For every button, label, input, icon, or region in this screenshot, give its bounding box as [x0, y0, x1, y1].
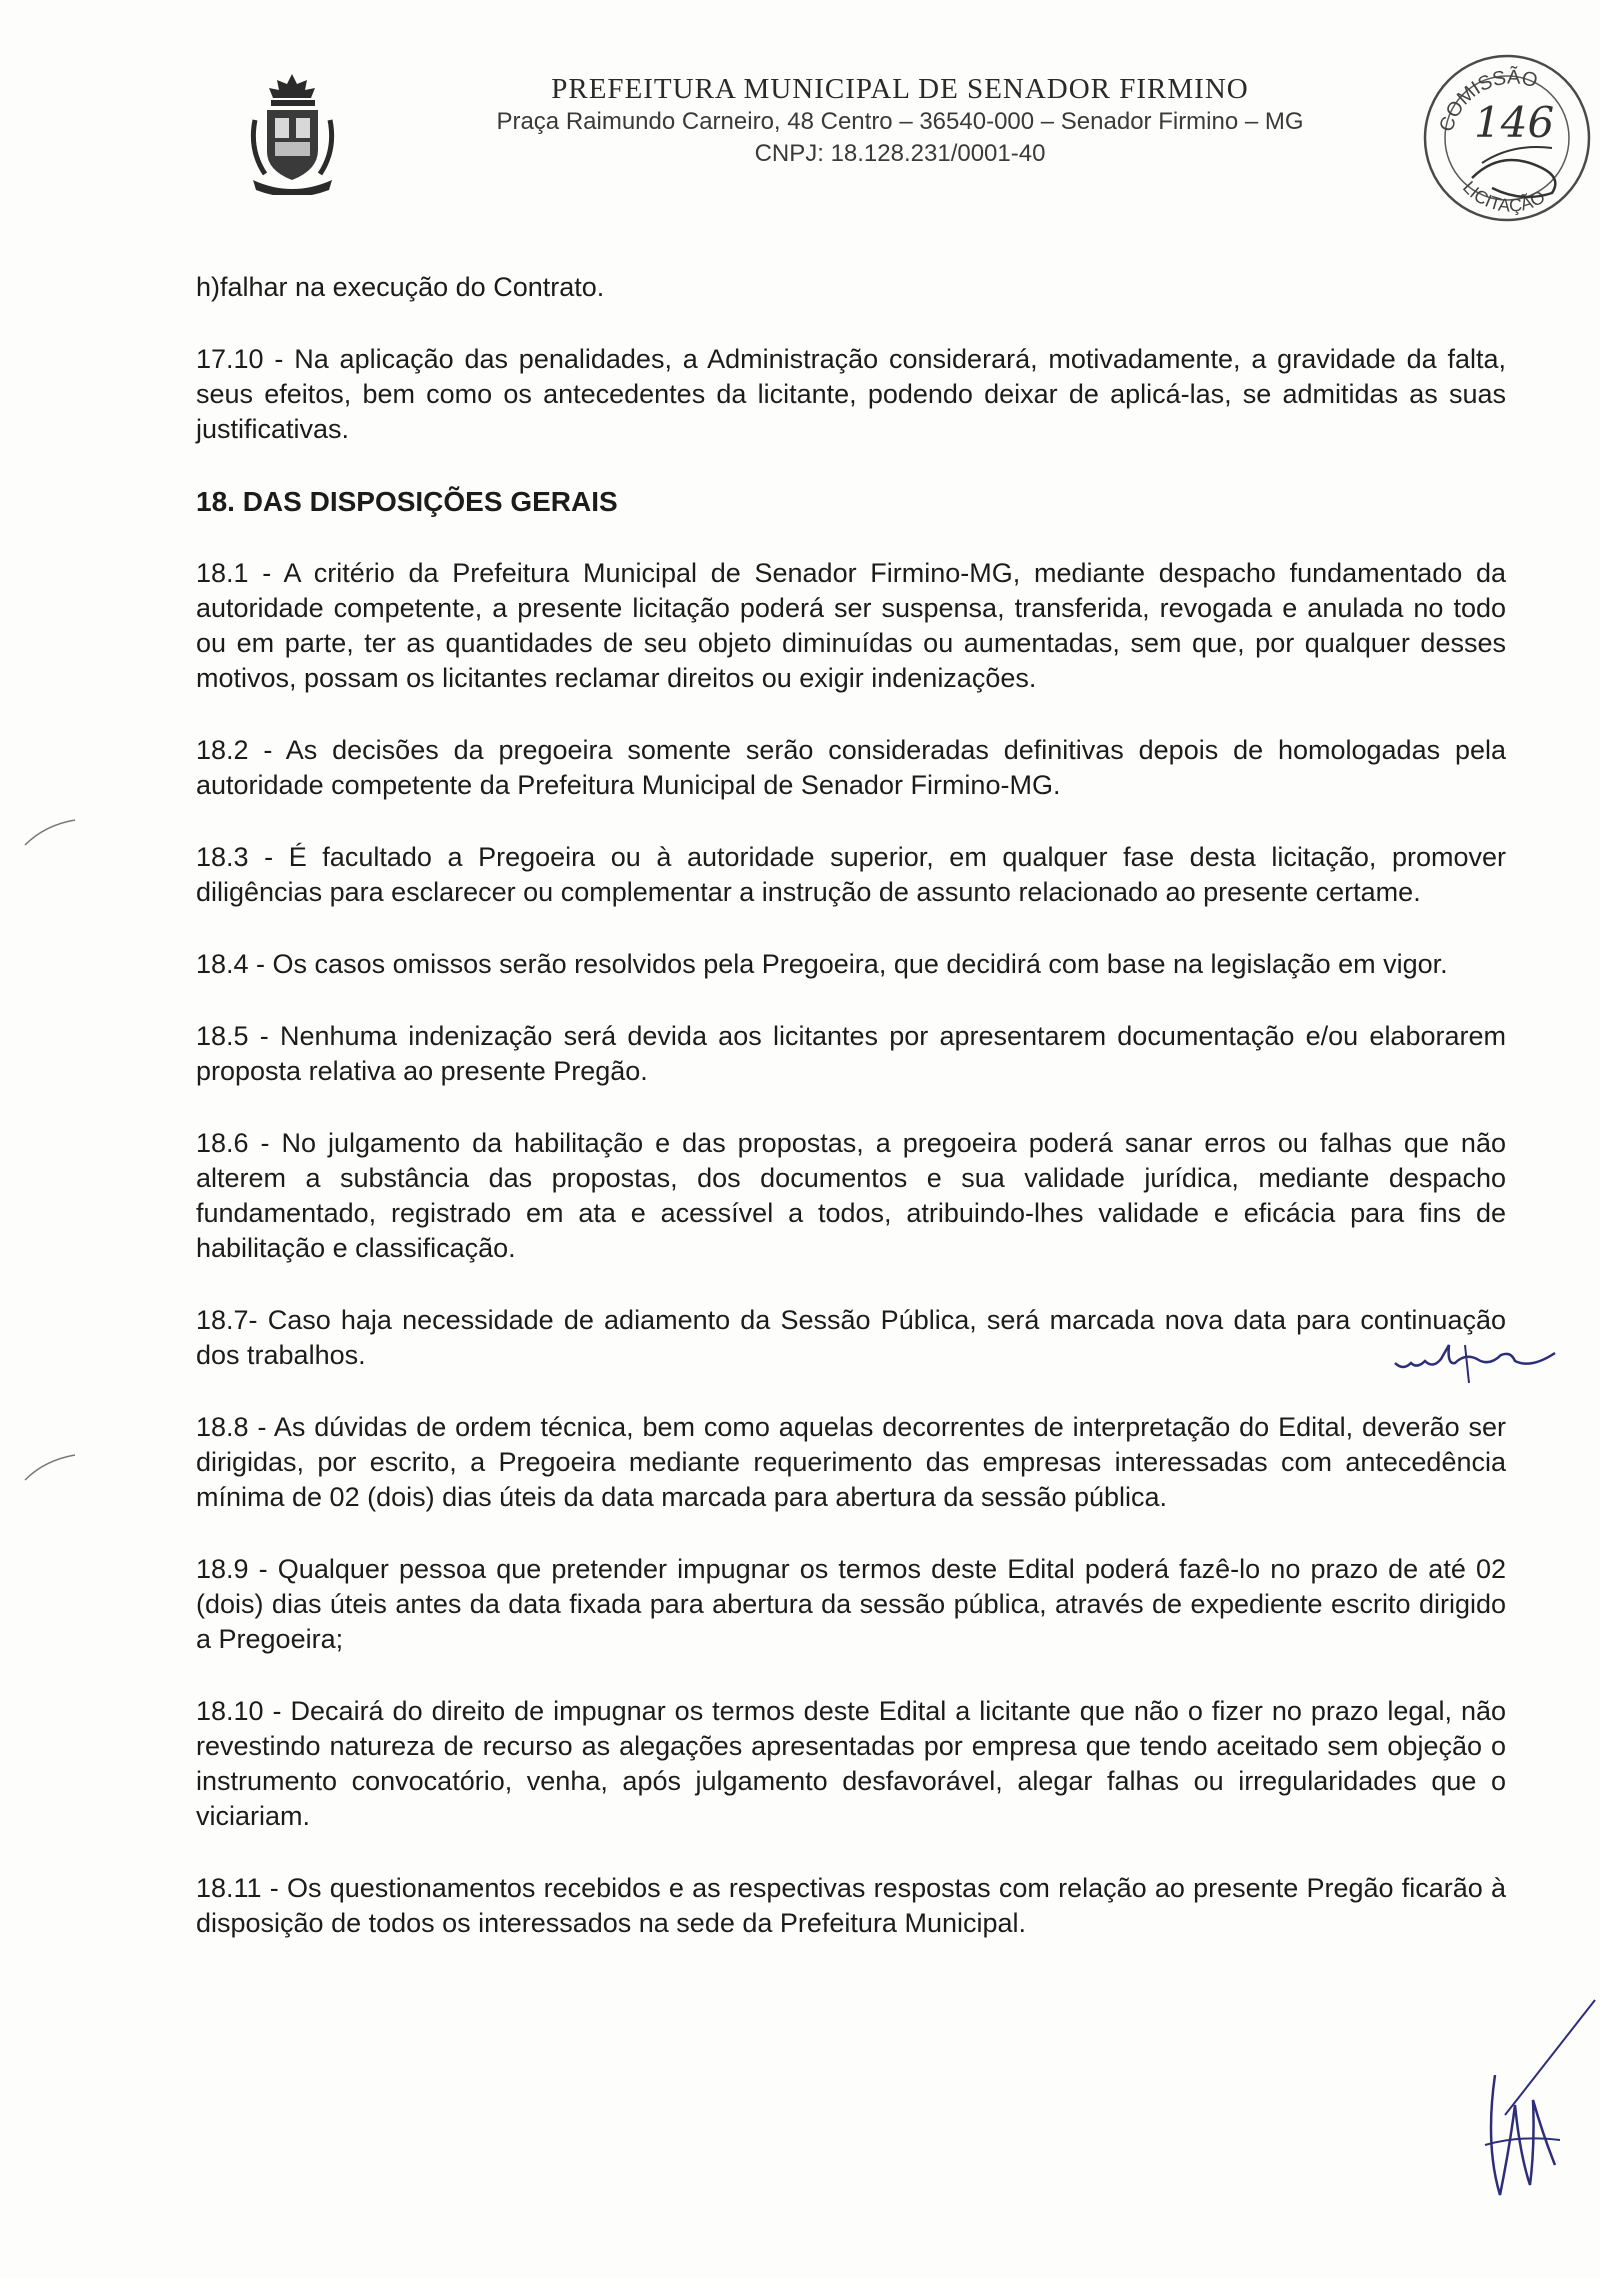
clause-18-2: 18.2 - As decisões da pregoeira somente serão consideradas definitivas depois de homologadas pela autoridade competente da Prefeitura Municipal de Senador Firmino-MG.	[196, 735, 1506, 800]
clause-18-5: 18.5 - Nenhuma indenização será devida aos licitantes por apresentarem documentação e/ou elaborarem proposta relativa ao presente Pregão.	[196, 1021, 1506, 1086]
clause-18-7: 18.7- Caso haja necessidade de adiamento da Sessão Pública, será marcada nova data para continuação dos trabalhos.	[196, 1305, 1506, 1370]
clause-18-11: 18.11 - Os questionamentos recebidos e as respectivas respostas com relação ao presente Pregão ficarão à disposição de todos os interessados na sede da Prefeitura Municipal.	[196, 1873, 1506, 1938]
clause-18-9: 18.9 - Qualquer pessoa que pretender impugnar os termos deste Edital poderá fazê-lo no prazo de até 02 (dois) dias úteis antes da data fixada para abertura da sessão pública, através de expediente escrito dirigido a Pregoeira;	[196, 1554, 1506, 1654]
clause-18-8: 18.8 - As dúvidas de ordem técnica, bem como aquelas decorrentes de interpretação do Edital, deverão ser dirigidas, por escrito, a Pregoeira mediante requerimento das empresas interessadas com antecedência mínima de 02 (dois) dias úteis da data marcada para abertura da sessão pública.	[196, 1412, 1506, 1512]
document-body	[196, 270, 1506, 1978]
clause-h: h)falhar na execução do Contrato.	[196, 272, 605, 302]
margin-mark-icon	[20, 1450, 80, 1490]
municipal-crest-icon	[245, 70, 340, 195]
clause-18-3: 18.3 - É facultado a Pregoeira ou à autoridade superior, em qualquer fase desta licitação, promover diligências para esclarecer ou complementar a instrução de assunto relacionado ao presente certame.	[196, 842, 1506, 907]
municipality-cnpj: CNPJ: 18.128.231/0001-40	[754, 140, 1046, 167]
clause-18-1: 18.1 - A critério da Prefeitura Municipal de Senador Firmino-MG, mediante despacho fundamentado da autoridade competente, a presente licitação poderá ser suspensa, transferida, revogada e anulada no todo ou em parte, ter as quantidades de seu objeto diminuídas ou aumentadas, sem que, por qualquer desses motivos, possam os licitantes reclamar direitos ou exigir indenizações.	[196, 558, 1506, 693]
stamp-page-number: 146	[1474, 98, 1555, 147]
svg-text:LICITAÇÃO: LICITAÇÃO	[1458, 177, 1549, 216]
handwritten-signature-icon	[1465, 1995, 1600, 2200]
clause-17-10: 17.10 - Na aplicação das penalidades, a Administração considerará, motivadamente, a gravidade da falta, seus efeitos, bem como os antecedentes da licitante, podendo deixar de aplicá-las, se admitidas as suas justificativas.	[196, 344, 1506, 444]
margin-mark-icon	[20, 815, 80, 855]
commission-stamp	[1412, 28, 1600, 228]
clause-18-6: 18.6 - No julgamento da habilitação e das propostas, a pregoeira poderá sanar erros ou falhas que não alterem a substância das propostas, dos documentos e sua validade jurídica, mediante despacho fundamentado, registrado em ata e acessível a todos, atribuindo-lhes validade e eficácia para fins de habilitação e classificação.	[196, 1128, 1506, 1263]
municipality-title: PREFEITURA MUNICIPAL DE SENADOR FIRMINO	[551, 73, 1249, 105]
svg-text:COMISSÃO: COMISSÃO	[1435, 66, 1540, 135]
clause-18-10: 18.10 - Decairá do direito de impugnar os termos deste Edital a licitante que não o fizer no prazo legal, não revestindo natureza de recurso as alegações apresentadas por empresa que tendo aceitado sem objeção o instrumento convocatório, venha, após julgamento desfavorável, alegar falhas ou irregularidades que o viciariam.	[196, 1696, 1506, 1831]
municipality-address: Praça Raimundo Carneiro, 48 Centro – 36540-000 – Senador Firmino – MG	[496, 108, 1304, 135]
letterhead-text	[400, 72, 1400, 170]
section-heading-18: 18. DAS DISPOSIÇÕES GERAIS	[196, 486, 618, 517]
initials-signature-icon	[1385, 1325, 1585, 1385]
clause-18-4: 18.4 - Os casos omissos serão resolvidos pela Pregoeira, que decidirá com base na legislação em vigor.	[196, 949, 1448, 979]
letterhead	[0, 0, 1600, 230]
